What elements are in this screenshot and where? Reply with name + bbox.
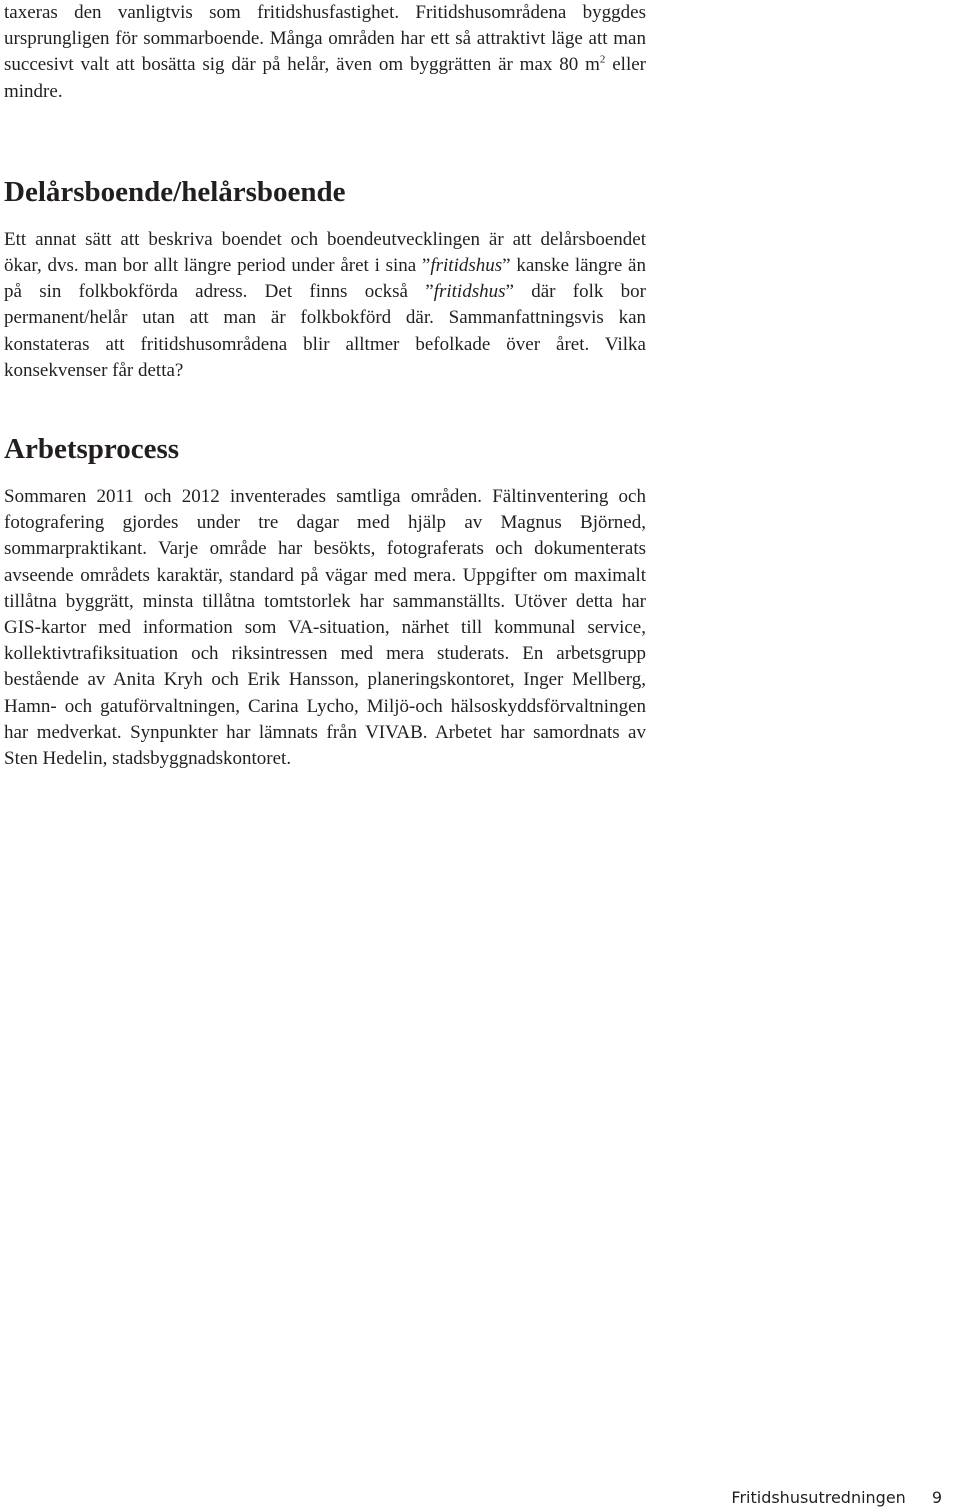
delarsboende-paragraph [4, 227, 646, 384]
quote-close-1: ” [502, 255, 511, 277]
footer-title: Fritidshusutredningen [731, 1488, 906, 1507]
delars-text-3: där folk bor permanent/helår utan att man är folkbokförd där. Sammanfattningsvis kan konstateras att fritidshusområdena blir alltmer befolkade över året. Vilka konsekvenser får detta? [4, 281, 646, 381]
italic-fritidshus-2: fritidshus [433, 281, 506, 303]
page-number: 9 [931, 1488, 942, 1507]
quote-open-2: ” [425, 281, 434, 303]
intro-text-end: eller mindre. [4, 54, 646, 102]
italic-fritidshus-1: fritidshus [430, 255, 503, 277]
heading-arbetsprocess: Arbetsprocess [4, 433, 180, 466]
intro-text: taxeras den vanligtvis som fritidshusfastighet. Fritidshusområdena byggdes ursprungligen för sommarboende. Många områden har ett så attraktivt läge att man succesivt valt att bosätta sig där på helår, även om byggrätten är max 80 m [4, 2, 646, 76]
superscript-2: 2 [599, 54, 606, 67]
arbetsprocess-paragraph: Sommaren 2011 och 2012 inventerades samtliga områden. Fältinventering och fotografering gjordes under tre dagar med hjälp av Magnus Björned, sommarpraktikant. Varje område har besökts, fotograferats och dokumenterats avseende områdets karaktär, standard på vägar med mera. Uppgifter om maximalt tillåtna byggrätt, minsta tillåtna tomtstorlek har sammanställts. Utöver detta har GIS-kartor med information som VA-situation, närhet till kommunal service, kollektivtrafiksituation och riksintressen med mera studerats. En arbetsgrupp bestående av Anita Kryh och Erik Hansson, planeringskontoret, Inger Mellberg, Hamn- och gatuförvaltningen, Carina Lycho, Miljö-och hälsoskyddsförvaltningen har medverkat. Synpunkter har lämnats från VIVAB. Arbetet har samordnats av Sten Hedelin, stadsbyggnadskontoret. [4, 486, 646, 770]
quote-close-2: ” [505, 281, 514, 303]
heading-delarsboende: Delårsboende/helårsboende [4, 175, 346, 208]
delars-text-2: kanske längre än på sin folkbokförda adress. Det finns också [4, 255, 646, 303]
quote-open-1: ” [421, 255, 431, 277]
page-footer [731, 1488, 942, 1507]
intro-paragraph [4, 0, 646, 105]
delars-text-1: Ett annat sätt att beskriva boendet och boendeutvecklingen är att delårsboendet ökar, dvs. man bor allt längre period under året i sina [4, 228, 646, 277]
page-content [4, 0, 646, 772]
